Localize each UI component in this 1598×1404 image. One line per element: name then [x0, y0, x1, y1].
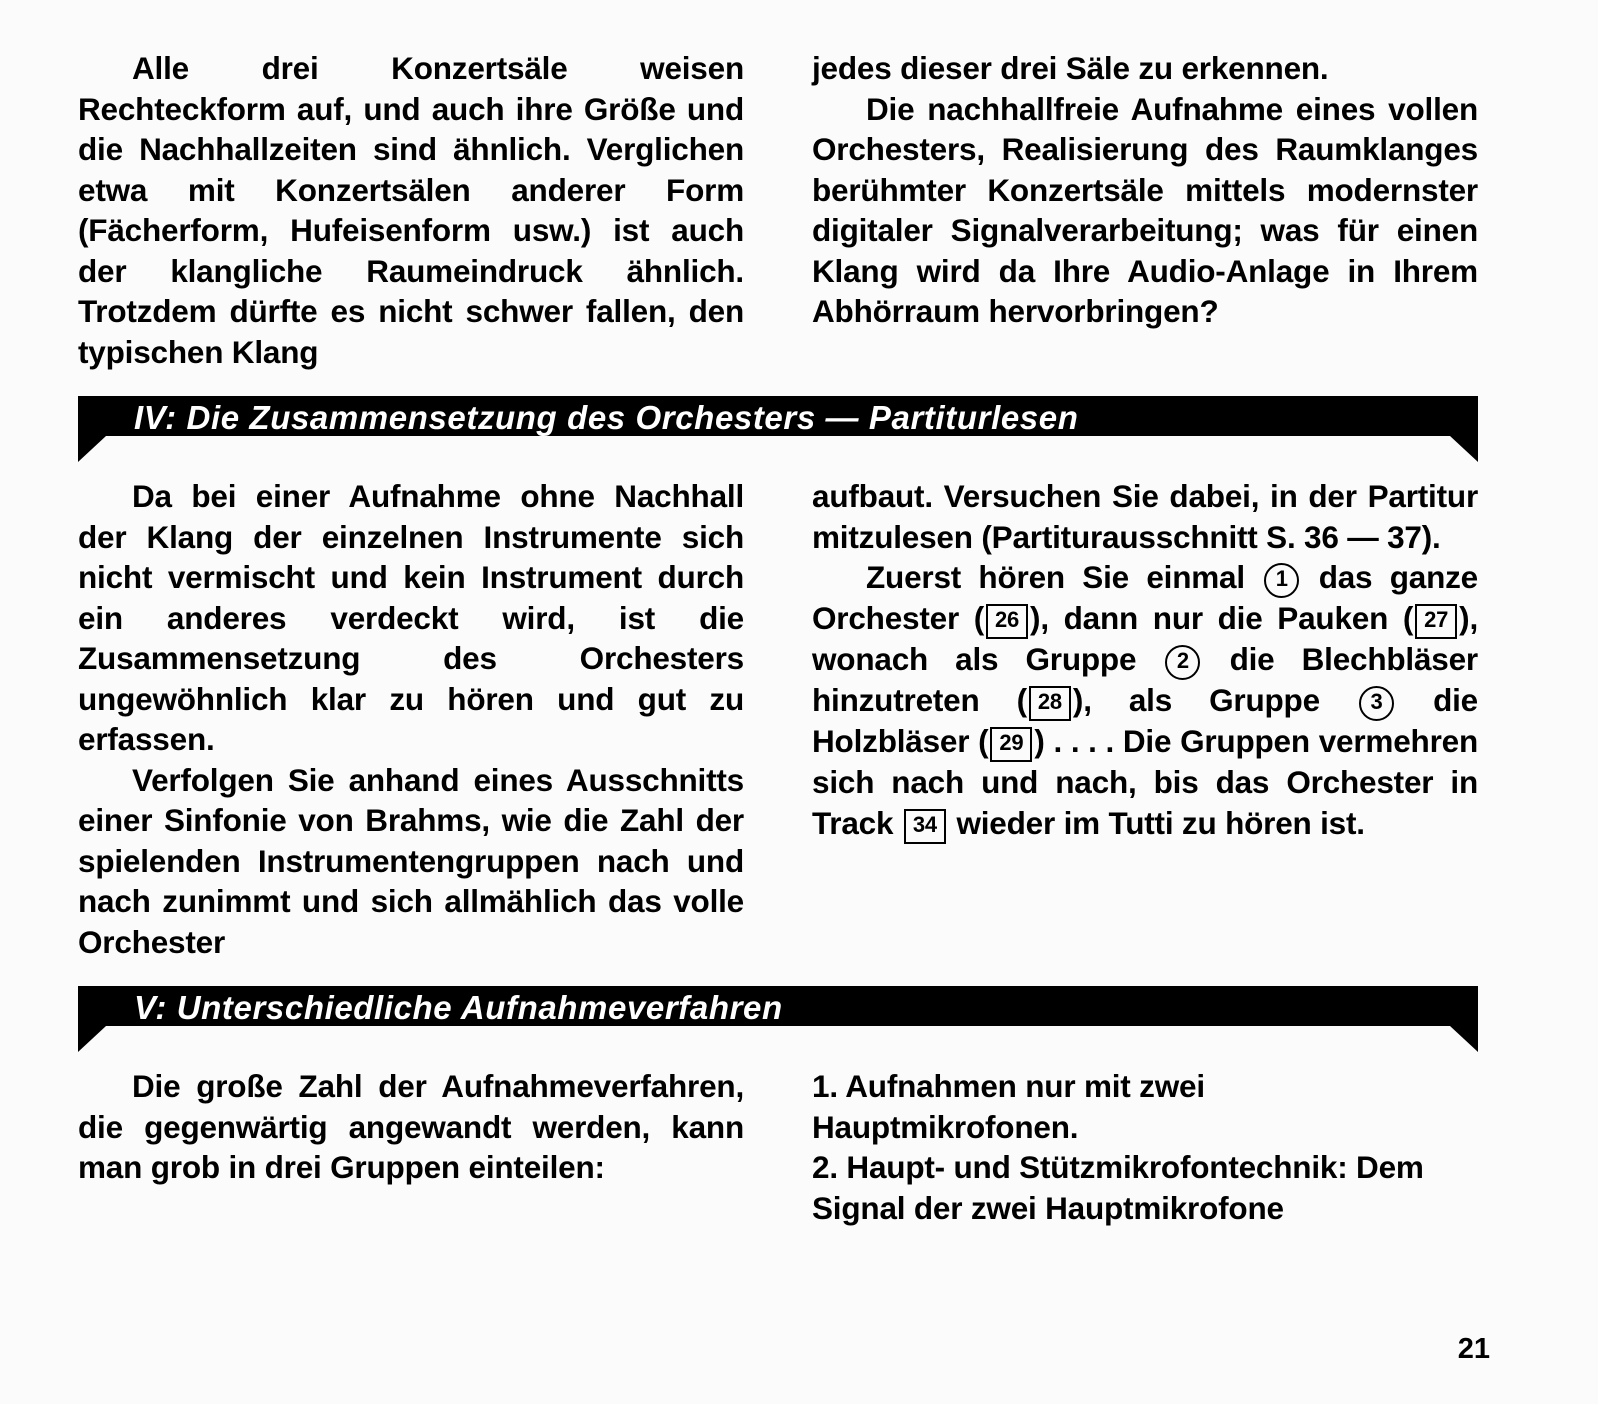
text-run: ) . . . . Die Gruppen vermehren sich nach und nach, bis das Orchester in Track: [812, 723, 1478, 841]
track-number-box-34: 34: [904, 809, 946, 844]
section-heading-banner-v: [78, 986, 1478, 1052]
paragraph: Alle drei Konzertsäle weisen Rechteckform auf, und auch ihre Größe und die Nachhallzeiten sind ähnlich. Verglichen etwa mit Konzertsälen anderer Form (Fächerform, Hufeisenform usw.) ist auch der klangliche Raumeindruck ähnlich. Trotzdem dürfte es nicht schwer fallen, den typischen Klang: [78, 50, 744, 370]
paragraph: Verfolgen Sie anhand eines Ausschnitts einer Sinfonie von Brahms, wie die Zahl der spielenden Instrumentengruppen nach und nach zunimmt und sich allmählich das volle Orchester: [78, 761, 744, 960]
top-section: [78, 48, 1478, 372]
section-heading-banner-iv: [78, 396, 1478, 462]
section-v-right-column: [812, 1066, 1478, 1228]
track-number-circle-3: 3: [1359, 686, 1394, 721]
section-iv-left-column: [78, 476, 744, 962]
text-run: ), dann nur die Pauken (: [1030, 600, 1414, 636]
track-number-box-29: 29: [990, 727, 1032, 762]
page-content: [78, 48, 1478, 1228]
paragraph-with-track-numbers: [812, 557, 1478, 844]
top-section-left-column: [78, 48, 744, 372]
paragraph: Die nachhallfreie Aufnahme eines vollen Orchesters, Realisierung des Raumklanges berühmter Konzertsäle mittels modernster digitaler Signalverarbeitung; was für einen Klang wird da Ihre Audio-Anlage in Ihrem Abhörraum hervorbringen?: [812, 90, 1478, 329]
page-number: 21: [1457, 1333, 1490, 1365]
paragraph: jedes dieser drei Säle zu erkennen.: [812, 50, 1329, 86]
top-section-right-column: [812, 48, 1478, 372]
section-iv-title: IV: Die Zusammensetzung des Orchesters — Partiturlesen: [134, 399, 1079, 436]
track-number-box-26: 26: [986, 604, 1028, 639]
list-item: 2. Haupt- und Stützmikrofontechnik: Dem Signal der zwei Hauptmikrofone: [812, 1149, 1424, 1226]
list-item: 1. Aufnahmen nur mit zwei Hauptmikrofonen.: [812, 1068, 1205, 1145]
track-number-box-27: 27: [1415, 604, 1457, 639]
text-run: Zuerst hören Sie einmal: [866, 559, 1245, 595]
paragraph: Da bei einer Aufnahme ohne Nachhall der Klang der einzelnen Instrumente sich nicht vermischt und kein Instrument durch ein anderes verdeckt wird, ist die Zusammensetzung des Orchesters ungewöhnlich klar zu hören und gut zu erfassen.: [78, 478, 744, 757]
section-iv-body: [78, 476, 1478, 962]
text-run: ), als Gruppe: [1072, 682, 1320, 718]
section-v-left-column: [78, 1066, 744, 1228]
text-run: ), wonach als Gruppe: [812, 600, 1478, 677]
paragraph: Die große Zahl der Aufnahmeverfahren, die gegenwärtig angewandt werden, kann man grob in drei Gruppen einteilen:: [78, 1068, 744, 1185]
text-run: das ganze Orchester (: [812, 559, 1478, 636]
paragraph: aufbaut. Versuchen Sie dabei, in der Partitur mitzulesen (Partiturausschnitt S. 36 — 37).: [812, 478, 1478, 555]
section-iv-right-column: [812, 476, 1478, 962]
text-run: wieder im Tutti zu hören ist.: [956, 804, 1365, 841]
track-number-circle-1: 1: [1264, 563, 1299, 598]
track-number-circle-2: 2: [1165, 645, 1200, 680]
track-number-box-28: 28: [1029, 686, 1071, 721]
section-v-title: V: Unterschiedliche Aufnahmeverfahren: [134, 989, 783, 1026]
text-run: die Holzbläser (: [812, 682, 1478, 759]
section-v-body: [78, 1066, 1478, 1228]
text-run: die Blechbläser hinzutreten (: [812, 641, 1478, 718]
